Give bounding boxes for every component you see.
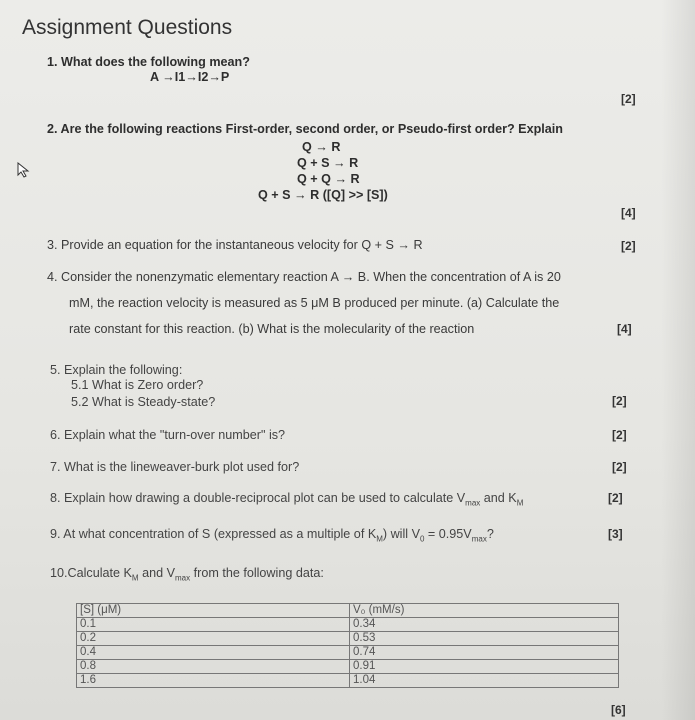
question-9-sub-a: M xyxy=(376,534,383,544)
question-7-marks: [2] xyxy=(612,460,627,474)
question-9-text-b: ) will V xyxy=(382,527,420,541)
question-8 xyxy=(50,491,523,508)
question-3-marks: [2] xyxy=(621,239,636,253)
question-5-marks: [2] xyxy=(612,394,627,408)
question-2-equation-1: Q → R xyxy=(302,140,341,154)
table-cell-substrate: 0.8 xyxy=(77,660,350,674)
page-shadow xyxy=(661,0,695,720)
table-cell-velocity: 0.91 xyxy=(350,660,619,674)
table-cell-velocity: 0.74 xyxy=(350,646,619,660)
question-10-sub-a: M xyxy=(131,573,139,583)
question-5-line-1: 5. Explain the following: xyxy=(50,363,183,377)
mouse-cursor-icon xyxy=(17,162,31,178)
question-4-line-3: rate constant for this reaction. (b) What is the molecularity of the reaction xyxy=(69,322,475,336)
question-8-marks: [2] xyxy=(608,491,623,505)
table-row xyxy=(77,674,619,688)
page-title: Assignment Questions xyxy=(22,16,233,39)
question-9-text-a: 9. At what concentration of S (expressed as a multiple of K xyxy=(50,527,377,541)
question-4-marks: [4] xyxy=(617,322,632,336)
table-row xyxy=(77,660,619,674)
table-header-row xyxy=(77,604,619,618)
question-1-equation: A →I1→I2→P xyxy=(150,70,230,84)
question-9-sub-c: max xyxy=(471,534,487,544)
table-row xyxy=(77,618,619,632)
question-2-equation-2: Q + S → R xyxy=(297,156,359,170)
table-cell-substrate: 0.2 xyxy=(77,632,350,646)
question-9-text-d: ? xyxy=(486,527,494,541)
question-3: 3. Provide an equation for the instantaneous velocity for Q + S → R xyxy=(47,238,423,252)
question-8-text-a: 8. Explain how drawing a double-reciprocal plot can be used to calculate V xyxy=(50,491,466,505)
table-cell-velocity: 0.34 xyxy=(350,618,619,632)
table-cell-velocity: 0.53 xyxy=(350,632,619,646)
question-6-marks: [2] xyxy=(612,428,627,442)
table-row xyxy=(77,632,619,646)
table-row xyxy=(77,646,619,660)
question-9-sub-b: 0 xyxy=(419,534,425,544)
question-6: 6. Explain what the "turn-over number" is? xyxy=(50,428,286,442)
question-10-text-c: from the following data: xyxy=(190,566,324,580)
question-7: 7. What is the lineweaver-burk plot used for? xyxy=(50,460,300,474)
question-10-marks: [6] xyxy=(611,703,626,717)
question-9-marks: [3] xyxy=(608,527,623,541)
data-table xyxy=(76,603,619,688)
question-4-line-1: 4. Consider the nonenzymatic elementary reaction A → B. When the concentration of A is 20 xyxy=(47,270,561,284)
question-2-equation-4: Q + S → R ([Q] >> [S]) xyxy=(258,188,388,202)
question-1: 1. What does the following mean? xyxy=(47,55,250,69)
question-8-sub-a: max xyxy=(465,498,481,508)
question-9-text-c: = 0.95V xyxy=(424,527,472,541)
question-9 xyxy=(50,527,494,544)
table-cell-substrate: 1.6 xyxy=(77,674,350,688)
table-cell-substrate: 0.4 xyxy=(77,646,350,660)
table-header-substrate: [S] (μM) xyxy=(77,604,350,618)
question-10-text-b: and V xyxy=(138,566,176,580)
question-2-equation-3: Q + Q → R xyxy=(297,172,360,186)
question-5-line-2: 5.1 What is Zero order? xyxy=(71,378,204,392)
question-10-sub-b: max xyxy=(175,573,191,583)
question-1-marks: [2] xyxy=(621,92,636,106)
question-2: 2. Are the following reactions First-order, second order, or Pseudo-first order? Explain xyxy=(47,122,563,136)
table-header-velocity: V₀ (mM/s) xyxy=(350,604,619,618)
table-cell-velocity: 1.04 xyxy=(350,674,619,688)
question-8-text-b: and K xyxy=(480,491,517,505)
question-10 xyxy=(50,566,324,583)
table-cell-substrate: 0.1 xyxy=(77,618,350,632)
question-2-marks: [4] xyxy=(621,206,636,220)
question-8-sub-b: M xyxy=(516,498,524,508)
question-10-text-a: 10.Calculate K xyxy=(50,566,132,580)
question-4-line-2: mM, the reaction velocity is measured as 5 μM B produced per minute. (a) Calculate the xyxy=(69,296,560,310)
question-5-line-3: 5.2 What is Steady-state? xyxy=(71,395,216,409)
